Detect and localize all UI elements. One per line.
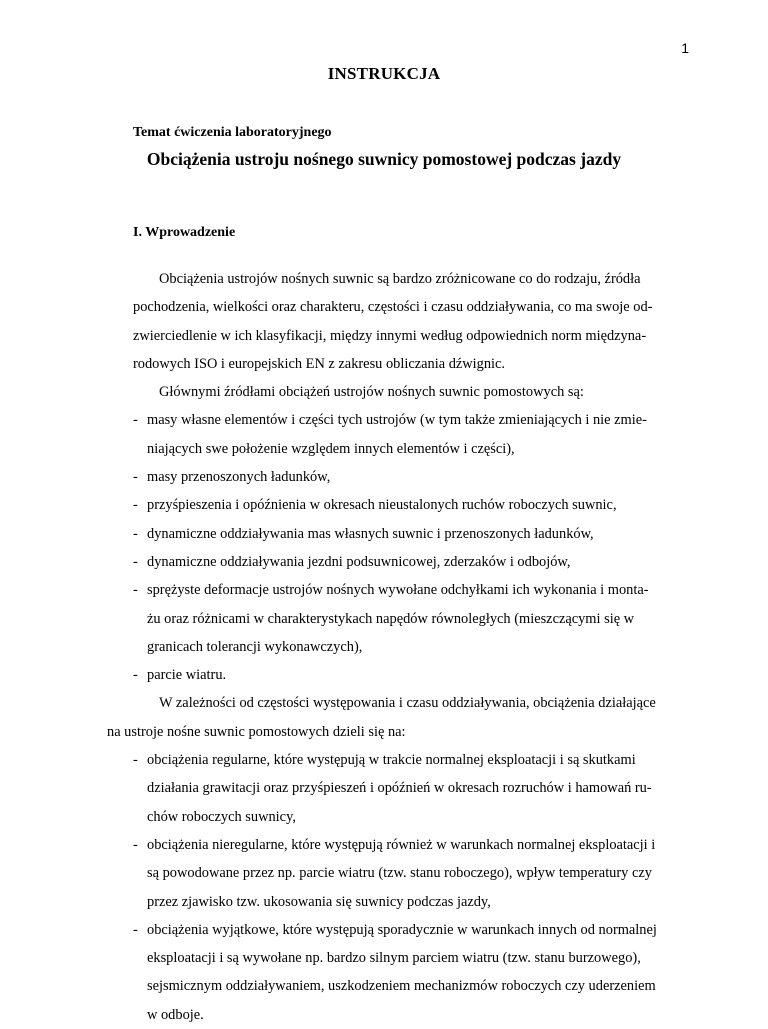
text-line: zwierciedlenie w ich klasyfikacji, między innymi według odpowiednich norm międzyna- [133,327,647,344]
list-item [133,520,673,548]
list-item [133,406,673,463]
topic-title: Obciążenia ustroju nośnego suwnicy pomostowej podczas jazdy [146,149,622,169]
paragraph-introduction [133,265,673,378]
text-line: Obciążenia ustrojów nośnych suwnic są bardzo zróżnicowane co do rodzaju, źródła [159,271,641,287]
load-types-list [133,746,673,1029]
text-line: - obciążenia wyjątkowe, które występują sporadycznie w warunkach innych od normalnej [147,921,657,938]
text-line: - przyśpieszenia i opóźnienia w okresach nieustalonych ruchów roboczych suwnic, [147,497,617,514]
text-line: niających swe położenie względem innych elementów i części), [147,440,515,457]
text-line: w odboje. [147,1006,204,1023]
list-item [133,661,673,689]
text-line: - sprężyste deformacje ustrojów nośnych wywołane odchyłkami ich wykonania i monta- [147,582,649,599]
text-line: na ustroje nośne suwnic pomostowych dzieli się na: [107,723,406,740]
list-item [133,548,673,576]
text-line: chów roboczych suwnicy, [147,808,296,825]
text-line: są powodowane przez np. parcie wiatru (tzw. stanu roboczego), wpływ temperatury czy [147,865,652,882]
text-line: - masy własne elementów i części tych ustrojów (w tym także zmieniających i nie zmie- [147,412,647,429]
topic-label: Temat ćwiczenia laboratoryjnego [133,125,332,140]
text-line: rodowych ISO i europejskich EN z zakresu obliczania dźwignic. [133,355,506,372]
list-item [133,746,673,831]
text-line: - obciążenia nieregularne, które występują również w warunkach normalnej eksploatacji i [147,836,656,853]
paragraph-sources-intro [133,378,673,406]
text-line: - dynamiczne oddziaływania mas własnych suwnic i przenoszonych ładunków, [147,525,594,542]
text-line: - masy przenoszonych ładunków, [147,469,331,486]
list-item [133,463,673,491]
text-line: granicach tolerancji wykonawczych), [147,638,363,655]
list-item [133,831,673,916]
section-heading: I. Wprowadzenie [133,225,236,240]
text-line: przez zjawisko tzw. ukosowania się suwnicy podczas jazdy, [147,893,491,910]
text-line: W zależności od częstości występowania i czasu oddziaływania, obciążenia działające [159,695,656,712]
list-item [133,491,673,519]
page-number: 1 [681,40,689,56]
text-line: pochodzenia, wielkości oraz charakteru, częstości i czasu oddziaływania, co ma swoje od- [133,299,653,316]
list-item [133,916,673,1029]
document-title: INSTRUKCJA [327,64,441,83]
text-line: - dynamiczne oddziaływania jezdni podsuwnicowej, zderzaków i odbojów, [147,553,571,570]
text-line: żu oraz różnicami w charakterystykach napędów równoległych (mieszczącymi się w [147,610,635,627]
list-item [133,576,673,661]
text-line: eksploatacji i są wywołane np. bardzo silnym parciem wiatru (tzw. stanu burzowego), [147,950,641,967]
text-line: - parcie wiatru. [147,667,227,684]
text-line: działania grawitacji oraz przyśpieszeń i opóźnień w okresach rozruchów i hamowań ru- [147,780,652,797]
load-sources-list [133,406,673,689]
text-line: sejsmicznym oddziaływaniem, uszkodzeniem mechanizmów roboczych czy uderzeniem [147,978,656,995]
paragraph-classification-intro [107,689,673,746]
section-body [107,265,673,1029]
text-line: - obciążenia regularne, które występują w trakcie normalnej eksploatacji i są skutkami [147,752,636,769]
text-line: Głównymi źródłami obciążeń ustrojów nośnych suwnic pomostowych są: [159,384,584,401]
